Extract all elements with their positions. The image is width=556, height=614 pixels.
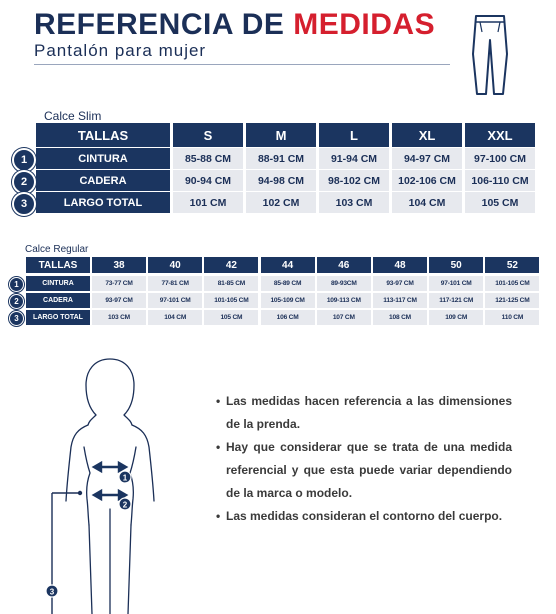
table-cell: 101-105 CM (204, 293, 258, 308)
table-cell: 93-97 CM (92, 293, 146, 308)
size-header: 50 (429, 257, 483, 273)
table-cell: 104 CM (148, 310, 202, 325)
note-text: Las medidas hacen referencia a las dimensiones de la prenda. (226, 394, 512, 431)
pants-icon (470, 14, 510, 96)
table-cell: 90-94 CM (173, 170, 243, 191)
table-cell: 77-81 CM (148, 276, 202, 291)
table-cell: 73-77 CM (92, 276, 146, 291)
table-cell: 110 CM (485, 310, 539, 325)
table-cell: 97-100 CM (465, 148, 535, 169)
note-text: Las medidas consideran el contorno del cuerpo. (226, 509, 503, 523)
size-header: 38 (92, 257, 146, 273)
table-cell: 109-113 CM (317, 293, 371, 308)
table-cell: 113-117 CM (373, 293, 427, 308)
table-cell: 107 CM (317, 310, 371, 325)
size-header: 42 (204, 257, 258, 273)
table-cell: 103 CM (92, 310, 146, 325)
size-header: 44 (261, 257, 315, 273)
table-cell: 117-121 CM (429, 293, 483, 308)
table-cell: 101 CM (173, 192, 243, 213)
row-label: CINTURA (36, 148, 170, 169)
row-label: CADERA (26, 293, 90, 308)
table-cell: 105-109 CM (261, 293, 315, 308)
row-number-badge: 3 (9, 311, 24, 326)
page-subtitle: Pantalón para mujer (34, 41, 207, 60)
page-title (34, 8, 435, 42)
note-item: • Las medidas consideran el contorno del cuerpo. (216, 505, 512, 528)
table-regular-caption: Calce Regular (25, 244, 89, 255)
size-header: 46 (317, 257, 371, 273)
table-cell: 102-106 CM (392, 170, 462, 191)
note-item: • Las medidas hacen referencia a las dimensiones de la prenda. (216, 390, 512, 436)
table-cell: 94-98 CM (246, 170, 316, 191)
table-cell: 102 CM (246, 192, 316, 213)
table-cell: 97-101 CM (148, 293, 202, 308)
size-header: S (173, 123, 243, 147)
size-header: XXL (465, 123, 535, 147)
table-cell: 85-89 CM (261, 276, 315, 291)
row-label: CADERA (36, 170, 170, 191)
table-cell: 89-93CM (317, 276, 371, 291)
row-label: LARGO TOTAL (26, 310, 90, 325)
marker-2: 2 (122, 500, 128, 510)
row-number-badge: 1 (9, 277, 24, 292)
table-cell: 103 CM (319, 192, 389, 213)
row-number-badge: 2 (12, 170, 36, 194)
table-cell: 106 CM (261, 310, 315, 325)
size-header: 52 (485, 257, 539, 273)
title-part-2: MEDIDAS (293, 8, 436, 41)
header-divider (34, 64, 450, 65)
row-number-badge: 3 (12, 192, 36, 216)
table-slim-header-label: TALLAS (36, 123, 170, 147)
table-cell: 105 CM (465, 192, 535, 213)
marker-3: 3 (49, 587, 55, 597)
note-text: Hay que considerar que se trata de una medida referencial y que esta puede variar dependiendo de la marca o modelo. (226, 440, 512, 500)
size-header: L (319, 123, 389, 147)
table-cell: 94-97 CM (392, 148, 462, 169)
title-part-1: REFERENCIA DE (34, 8, 285, 41)
size-header: M (246, 123, 316, 147)
table-cell: 93-97 CM (373, 276, 427, 291)
row-number-badge: 1 (12, 148, 36, 172)
notes-list (216, 390, 512, 528)
marker-1: 1 (122, 473, 128, 483)
table-regular-header-label: TALLAS (26, 257, 90, 273)
table-cell: 98-102 CM (319, 170, 389, 191)
size-header: 40 (148, 257, 202, 273)
size-header: 48 (373, 257, 427, 273)
size-header: XL (392, 123, 462, 147)
table-cell: 101-105 CM (485, 276, 539, 291)
table-cell: 108 CM (373, 310, 427, 325)
table-cell: 109 CM (429, 310, 483, 325)
row-label: LARGO TOTAL (36, 192, 170, 213)
body-figure-illustration (40, 355, 180, 614)
row-number-badge: 2 (9, 294, 24, 309)
table-cell: 121-125 CM (485, 293, 539, 308)
table-cell: 91-94 CM (319, 148, 389, 169)
table-cell: 81-85 CM (204, 276, 258, 291)
table-cell: 85-88 CM (173, 148, 243, 169)
table-slim-caption: Calce Slim (44, 109, 102, 123)
note-item: • Hay que considerar que se trata de una medida referencial y que esta puede variar dependiendo de la marca o modelo. (216, 436, 512, 505)
table-cell: 104 CM (392, 192, 462, 213)
table-cell: 106-110 CM (465, 170, 535, 191)
table-cell: 88-91 CM (246, 148, 316, 169)
row-label: CINTURA (26, 276, 90, 291)
table-cell: 97-101 CM (429, 276, 483, 291)
table-cell: 105 CM (204, 310, 258, 325)
